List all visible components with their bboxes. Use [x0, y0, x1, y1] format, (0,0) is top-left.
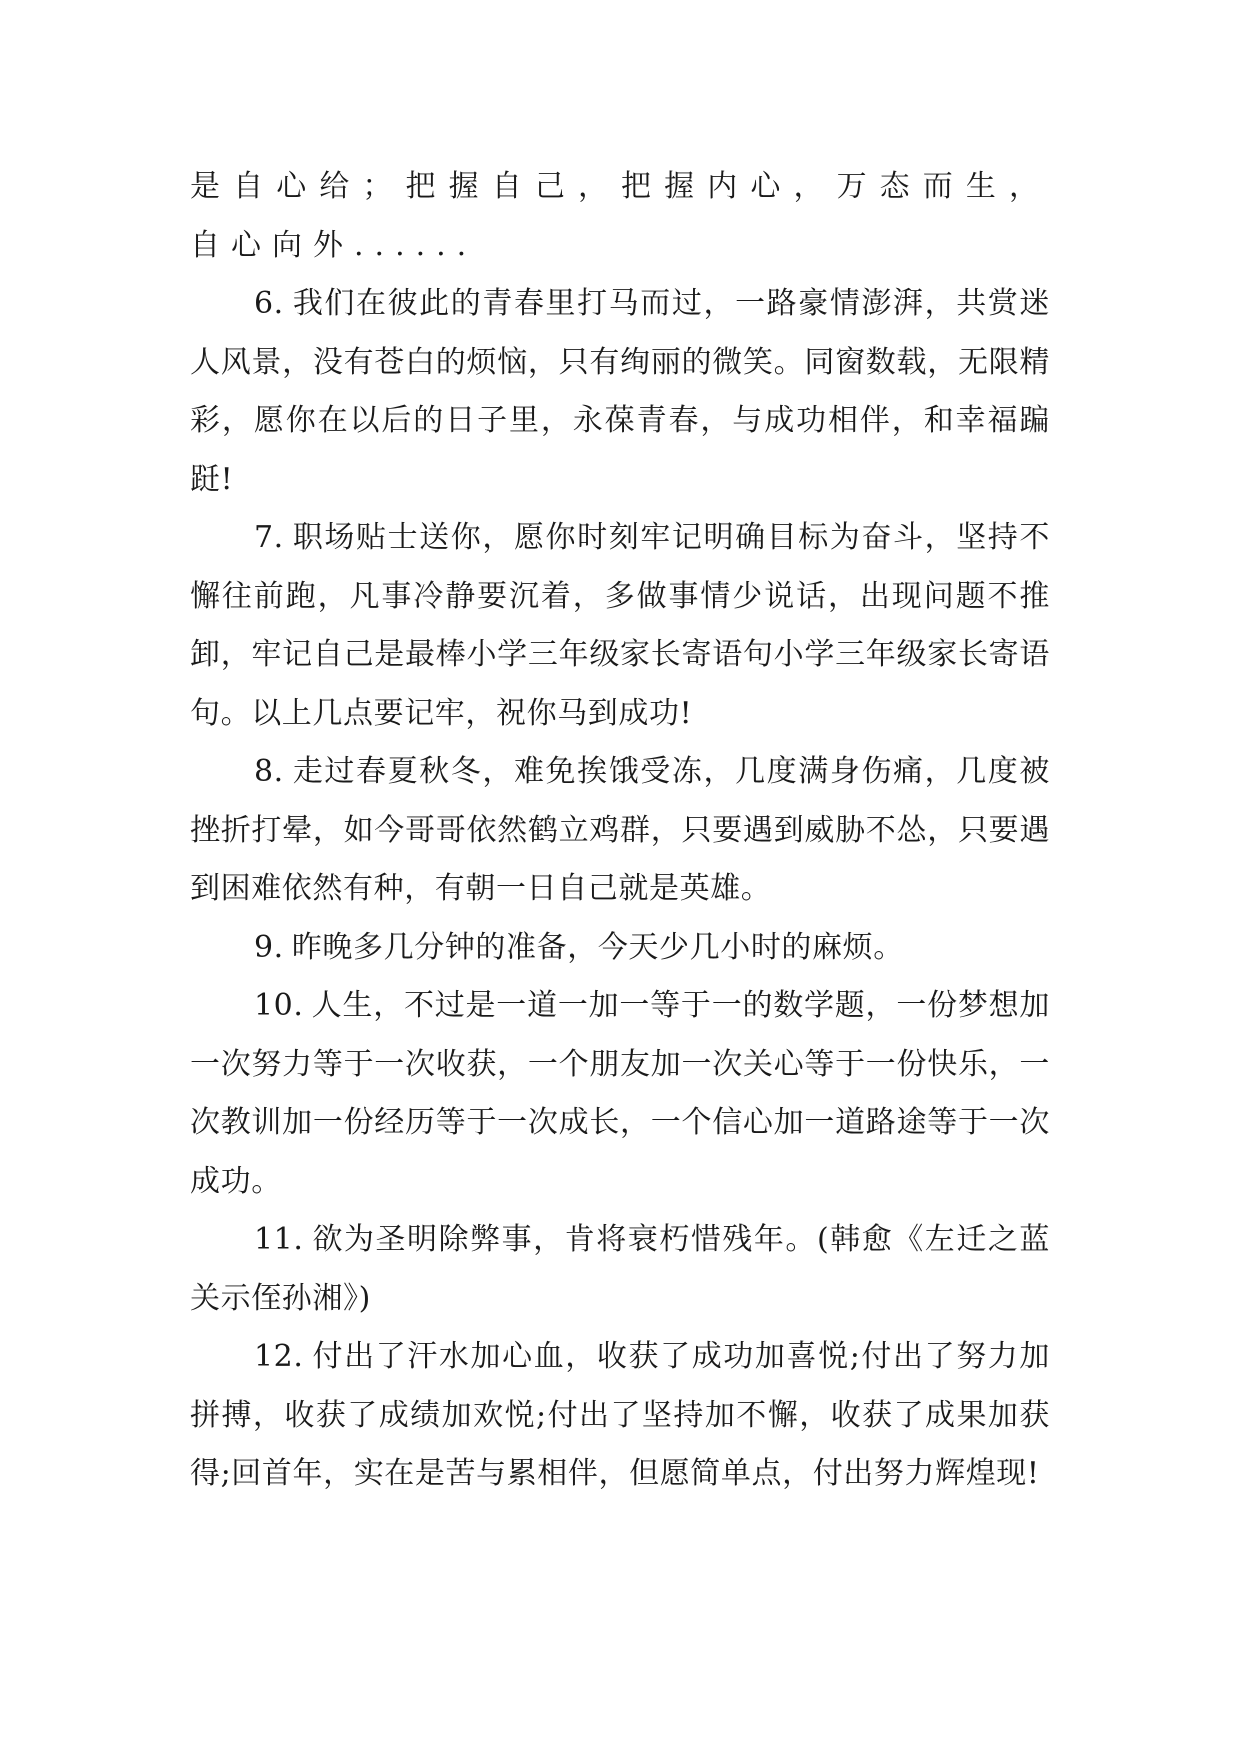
item-number: 7. — [254, 520, 284, 555]
quote-item-10 — [190, 977, 1050, 1211]
document-page — [190, 158, 1050, 1504]
item-number: 9. — [254, 929, 284, 965]
item-number: 6. — [254, 286, 284, 321]
item-text: 昨晚多几分钟的准备，今天少几小时的麻烦。 — [291, 929, 904, 965]
item-text: 我们在彼此的青春里打马而过，一路豪情澎湃，共赏迷人风景，没有苍白的烦恼，只有绚丽的微笑。同窗数载，无限精彩，愿你在以后的日子里，永葆青春，与成功相伴，和幸福蹁跹! — [190, 286, 1050, 497]
quote-item-11 — [190, 1211, 1050, 1328]
quote-item-9 — [190, 919, 1050, 978]
quote-item-12 — [190, 1328, 1050, 1504]
item-text: 职场贴士送你，愿你时刻牢记明确目标为奋斗，坚持不懈往前跑，凡事冷静要沉着，多做事情少说话，出现问题不推卸，牢记自己是最棒小学三年级家长寄语句小学三年级家长寄语句。以上几点要记牢，祝你马到成功! — [190, 520, 1050, 731]
item-number: 8. — [254, 754, 284, 789]
item-number: 11. — [254, 1222, 304, 1257]
quote-item-6 — [190, 275, 1050, 509]
item-text: 欲为圣明除弊事，肯将衰朽惜残年。(韩愈《左迁之蓝关示侄孙湘》) — [190, 1222, 1050, 1316]
quote-item-7 — [190, 509, 1050, 743]
item-text: 付出了汗水加心血，收获了成功加喜悦;付出了努力加拼搏，收获了成绩加欢悦;付出了坚持加不懈，收获了成果加获得;回首年，实在是苦与累相伴，但愿简单点，付出努力辉煌现! — [190, 1339, 1050, 1491]
quote-item-8 — [190, 743, 1050, 919]
item-text: 人生，不过是一道一加一等于一的数学题，一份梦想加一次努力等于一次收获，一个朋友加一次关心等于一份快乐，一次教训加一份经历等于一次成长，一个信心加一道路途等于一次成功。 — [190, 988, 1050, 1199]
item-number: 12. — [254, 1339, 304, 1374]
item-number: 10. — [254, 988, 304, 1023]
continuation-paragraph: 是自心给；把握自己，把握内心，万态而生，自心向外...... — [190, 169, 1050, 263]
item-text: 走过春夏秋冬，难免挨饿受冻，几度满身伤痛，几度被挫折打晕，如今哥哥依然鹤立鸡群，只要遇到威胁不怂，只要遇到困难依然有种，有朝一日自己就是英雄。 — [190, 754, 1050, 906]
